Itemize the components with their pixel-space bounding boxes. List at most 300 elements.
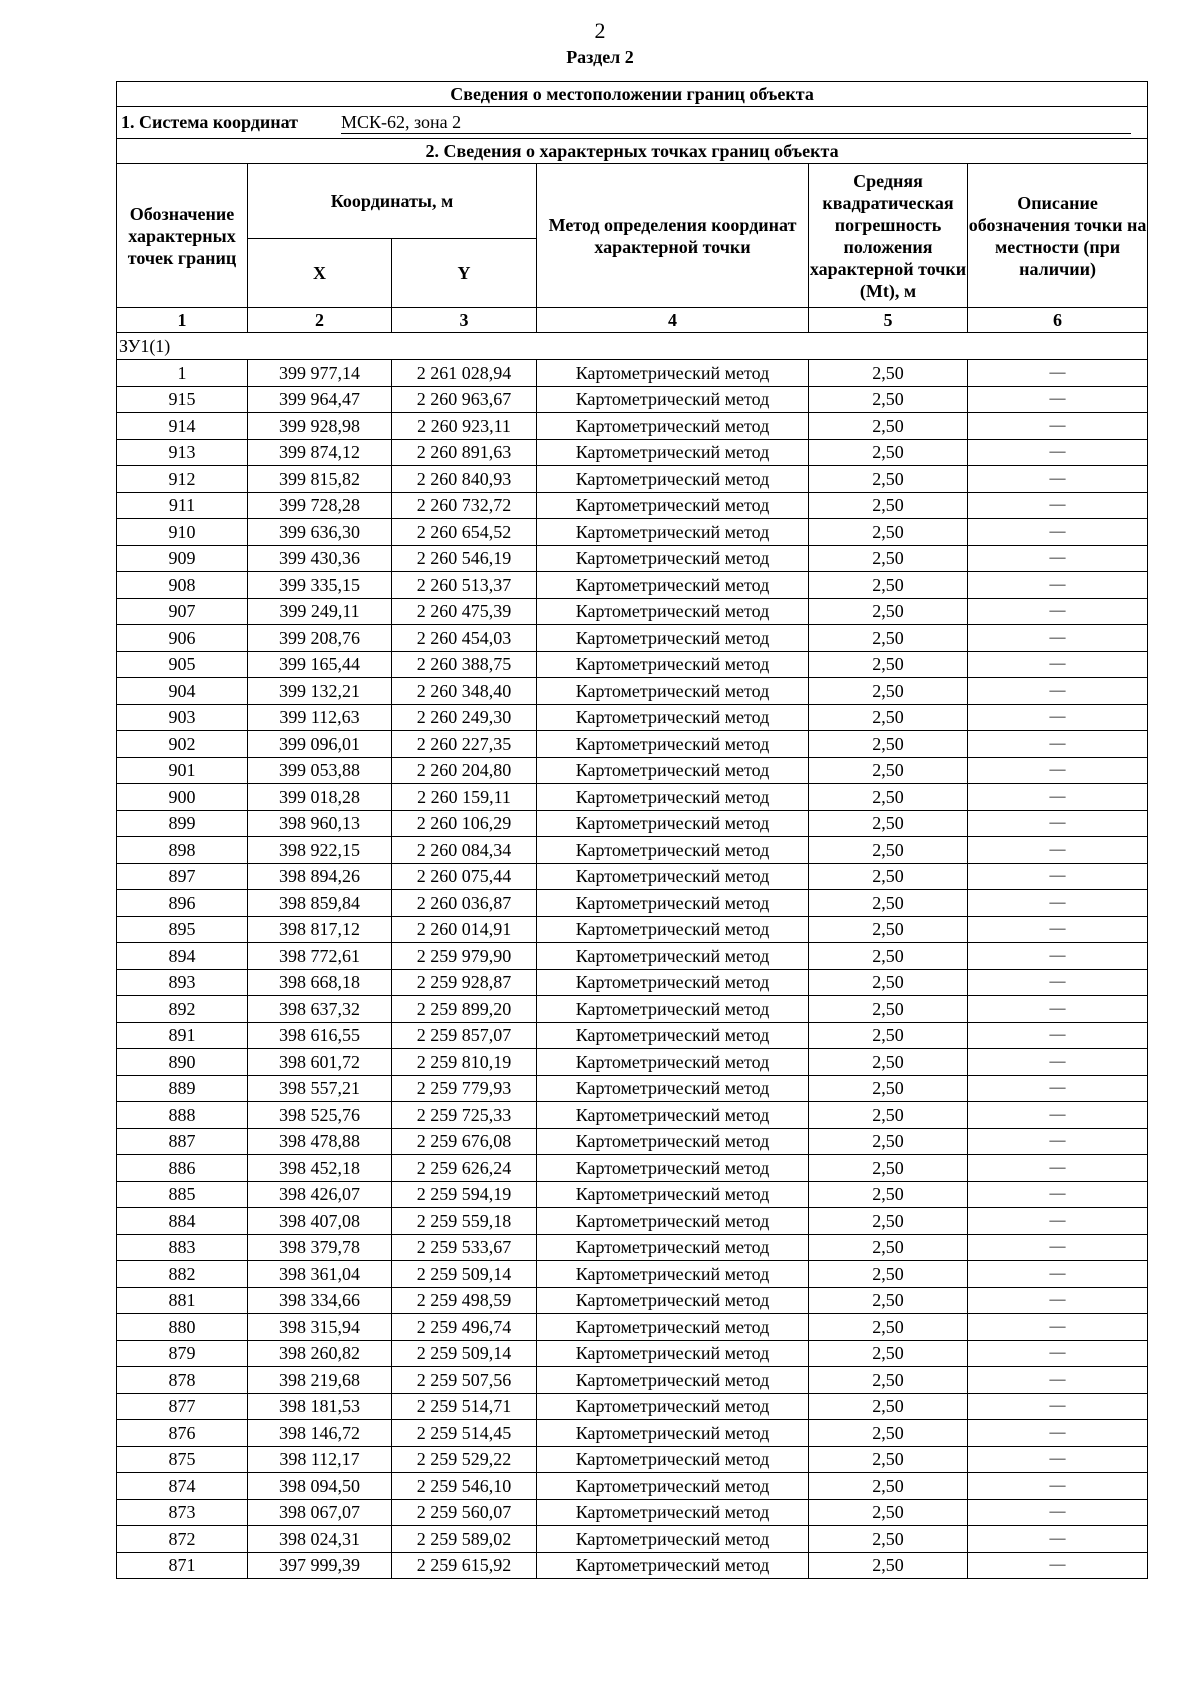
table-row <box>117 1102 1148 1129</box>
cell-x: 399 874,12 <box>248 439 392 466</box>
cell-method: Картометрический метод <box>537 386 809 413</box>
cell-method: Картометрический метод <box>537 1473 809 1500</box>
cell-error: 2,50 <box>809 784 968 811</box>
cell-y: 2 259 589,02 <box>392 1526 537 1553</box>
cell-error: 2,50 <box>809 837 968 864</box>
cell-description: — <box>968 784 1148 811</box>
cell-method: Картометрический метод <box>537 360 809 387</box>
cell-x: 398 094,50 <box>248 1473 392 1500</box>
cell-x: 398 772,61 <box>248 943 392 970</box>
cell-point: 912 <box>117 466 248 493</box>
cell-error: 2,50 <box>809 492 968 519</box>
cell-y: 2 260 963,67 <box>392 386 537 413</box>
cell-description: — <box>968 1393 1148 1420</box>
table-row <box>117 625 1148 652</box>
cell-description: — <box>968 1102 1148 1129</box>
cell-y: 2 260 840,93 <box>392 466 537 493</box>
cell-x: 399 112,63 <box>248 704 392 731</box>
cell-description: — <box>968 572 1148 599</box>
cell-error: 2,50 <box>809 1473 968 1500</box>
cell-point: 915 <box>117 386 248 413</box>
cell-description: — <box>968 1420 1148 1447</box>
cell-description: — <box>968 863 1148 890</box>
cell-y: 2 260 923,11 <box>392 413 537 440</box>
header-point: Обозначение характерных точек границ <box>117 164 248 308</box>
cell-error: 2,50 <box>809 1128 968 1155</box>
cell-y: 2 259 498,59 <box>392 1287 537 1314</box>
cell-point: 872 <box>117 1526 248 1553</box>
cell-method: Картометрический метод <box>537 1181 809 1208</box>
cell-point: 882 <box>117 1261 248 1288</box>
cell-error: 2,50 <box>809 1446 968 1473</box>
table-row <box>117 837 1148 864</box>
cell-error: 2,50 <box>809 1181 968 1208</box>
cell-error: 2,50 <box>809 916 968 943</box>
coordinate-system-value: МСК-62, зона 2 <box>341 111 1131 134</box>
cell-y: 2 259 529,22 <box>392 1446 537 1473</box>
cell-description: — <box>968 1552 1148 1579</box>
cell-method: Картометрический метод <box>537 466 809 493</box>
cell-x: 399 249,11 <box>248 598 392 625</box>
cell-method: Картометрический метод <box>537 598 809 625</box>
table-row <box>117 1287 1148 1314</box>
cell-error: 2,50 <box>809 1075 968 1102</box>
cell-y: 2 260 546,19 <box>392 545 537 572</box>
cell-point: 910 <box>117 519 248 546</box>
cell-method: Картометрический метод <box>537 863 809 890</box>
cell-error: 2,50 <box>809 1420 968 1447</box>
cell-description: — <box>968 386 1148 413</box>
cell-y: 2 260 513,37 <box>392 572 537 599</box>
cell-y: 2 261 028,94 <box>392 360 537 387</box>
cell-x: 398 817,12 <box>248 916 392 943</box>
cell-y: 2 260 106,29 <box>392 810 537 837</box>
cell-method: Картометрический метод <box>537 1287 809 1314</box>
table-row <box>117 1049 1148 1076</box>
table-row <box>117 1420 1148 1447</box>
table-row <box>117 466 1148 493</box>
cell-method: Картометрический метод <box>537 916 809 943</box>
cell-x: 398 557,21 <box>248 1075 392 1102</box>
cell-y: 2 259 979,90 <box>392 943 537 970</box>
cell-point: 875 <box>117 1446 248 1473</box>
cell-x: 397 999,39 <box>248 1552 392 1579</box>
table-row <box>117 943 1148 970</box>
cell-method: Картометрический метод <box>537 1128 809 1155</box>
table-row <box>117 1022 1148 1049</box>
cell-x: 399 132,21 <box>248 678 392 705</box>
cell-x: 399 964,47 <box>248 386 392 413</box>
cell-x: 398 637,32 <box>248 996 392 1023</box>
cell-y: 2 259 559,18 <box>392 1208 537 1235</box>
points-title: 2. Сведения о характерных точках границ объекта <box>117 139 1148 164</box>
cell-x: 398 859,84 <box>248 890 392 917</box>
table-row <box>117 969 1148 996</box>
table-row <box>117 1473 1148 1500</box>
table-row <box>117 1075 1148 1102</box>
cell-description: — <box>968 1287 1148 1314</box>
cell-description: — <box>968 1526 1148 1553</box>
cell-x: 399 165,44 <box>248 651 392 678</box>
table-row <box>117 1155 1148 1182</box>
table-row <box>117 1446 1148 1473</box>
column-number: 2 <box>248 308 392 333</box>
cell-y: 2 260 891,63 <box>392 439 537 466</box>
cell-point: 884 <box>117 1208 248 1235</box>
cell-description: — <box>968 1261 1148 1288</box>
cell-method: Картометрический метод <box>537 1234 809 1261</box>
table-row <box>117 916 1148 943</box>
cell-point: 883 <box>117 1234 248 1261</box>
cell-description: — <box>968 492 1148 519</box>
cell-description: — <box>968 413 1148 440</box>
cell-description: — <box>968 731 1148 758</box>
cell-error: 2,50 <box>809 943 968 970</box>
cell-point: 873 <box>117 1499 248 1526</box>
cell-point: 903 <box>117 704 248 731</box>
cell-y: 2 259 676,08 <box>392 1128 537 1155</box>
cell-y: 2 259 626,24 <box>392 1155 537 1182</box>
cell-x: 398 525,76 <box>248 1102 392 1129</box>
cell-method: Картометрический метод <box>537 678 809 705</box>
cell-x: 399 977,14 <box>248 360 392 387</box>
cell-error: 2,50 <box>809 1208 968 1235</box>
cell-x: 398 315,94 <box>248 1314 392 1341</box>
cell-y: 2 259 779,93 <box>392 1075 537 1102</box>
cell-point: 902 <box>117 731 248 758</box>
coordinate-system-label: 1. Система координат <box>121 112 298 132</box>
cell-method: Картометрический метод <box>537 1340 809 1367</box>
cell-y: 2 259 857,07 <box>392 1022 537 1049</box>
cell-point: 913 <box>117 439 248 466</box>
table-row <box>117 704 1148 731</box>
cell-error: 2,50 <box>809 625 968 652</box>
cell-y: 2 260 454,03 <box>392 625 537 652</box>
cell-method: Картометрический метод <box>537 1075 809 1102</box>
cell-description: — <box>968 1314 1148 1341</box>
cell-point: 904 <box>117 678 248 705</box>
cell-description: — <box>968 1075 1148 1102</box>
cell-method: Картометрический метод <box>537 413 809 440</box>
cell-x: 398 112,17 <box>248 1446 392 1473</box>
cell-description: — <box>968 1128 1148 1155</box>
table-row <box>117 519 1148 546</box>
cell-error: 2,50 <box>809 1234 968 1261</box>
cell-description: — <box>968 1049 1148 1076</box>
table-row <box>117 810 1148 837</box>
cell-error: 2,50 <box>809 996 968 1023</box>
cell-error: 2,50 <box>809 386 968 413</box>
cell-method: Картометрический метод <box>537 651 809 678</box>
cell-point: 886 <box>117 1155 248 1182</box>
cell-method: Картометрический метод <box>537 1420 809 1447</box>
cell-method: Картометрический метод <box>537 1022 809 1049</box>
cell-description: — <box>968 1181 1148 1208</box>
cell-y: 2 260 227,35 <box>392 731 537 758</box>
cell-error: 2,50 <box>809 519 968 546</box>
cell-error: 2,50 <box>809 810 968 837</box>
cell-point: 877 <box>117 1393 248 1420</box>
cell-point: 881 <box>117 1287 248 1314</box>
coordinate-system-row <box>117 107 1148 139</box>
cell-y: 2 260 159,11 <box>392 784 537 811</box>
cell-point: 899 <box>117 810 248 837</box>
cell-point: 906 <box>117 625 248 652</box>
cell-x: 399 430,36 <box>248 545 392 572</box>
cell-y: 2 259 810,19 <box>392 1049 537 1076</box>
cell-x: 398 219,68 <box>248 1367 392 1394</box>
cell-method: Картометрический метод <box>537 545 809 572</box>
cell-x: 399 053,88 <box>248 757 392 784</box>
cell-x: 398 601,72 <box>248 1049 392 1076</box>
cell-x: 398 181,53 <box>248 1393 392 1420</box>
table-row <box>117 1552 1148 1579</box>
cell-method: Картометрический метод <box>537 704 809 731</box>
table-row <box>117 1128 1148 1155</box>
cell-y: 2 260 475,39 <box>392 598 537 625</box>
table-row <box>117 1367 1148 1394</box>
table-row <box>117 572 1148 599</box>
table-row <box>117 386 1148 413</box>
cell-description: — <box>968 837 1148 864</box>
cell-y: 2 259 514,45 <box>392 1420 537 1447</box>
cell-error: 2,50 <box>809 678 968 705</box>
cell-error: 2,50 <box>809 1049 968 1076</box>
cell-point: 895 <box>117 916 248 943</box>
cell-x: 399 815,82 <box>248 466 392 493</box>
cell-point: 908 <box>117 572 248 599</box>
cell-y: 2 259 507,56 <box>392 1367 537 1394</box>
section-title: Раздел 2 <box>566 47 634 67</box>
cell-error: 2,50 <box>809 466 968 493</box>
cell-y: 2 260 204,80 <box>392 757 537 784</box>
column-number: 1 <box>117 308 248 333</box>
cell-error: 2,50 <box>809 1102 968 1129</box>
cell-x: 398 361,04 <box>248 1261 392 1288</box>
cell-error: 2,50 <box>809 863 968 890</box>
cell-description: — <box>968 890 1148 917</box>
cell-point: 890 <box>117 1049 248 1076</box>
cell-y: 2 259 546,10 <box>392 1473 537 1500</box>
header-error: Средняя квадратическая погрешность положения характерной точки (Mt), м <box>809 164 968 308</box>
header-coords: Координаты, м <box>248 164 537 239</box>
cell-x: 398 067,07 <box>248 1499 392 1526</box>
cell-point: 893 <box>117 969 248 996</box>
cell-point: 896 <box>117 890 248 917</box>
cell-method: Картометрический метод <box>537 1314 809 1341</box>
table-row <box>117 598 1148 625</box>
table-row <box>117 678 1148 705</box>
cell-point: 891 <box>117 1022 248 1049</box>
cell-point: 888 <box>117 1102 248 1129</box>
cell-description: — <box>968 1473 1148 1500</box>
cell-point: 879 <box>117 1340 248 1367</box>
cell-y: 2 259 615,92 <box>392 1552 537 1579</box>
cell-description: — <box>968 360 1148 387</box>
cell-error: 2,50 <box>809 1314 968 1341</box>
table-row <box>117 1499 1148 1526</box>
cell-method: Картометрический метод <box>537 1552 809 1579</box>
cell-y: 2 260 348,40 <box>392 678 537 705</box>
cell-description: — <box>968 1022 1148 1049</box>
column-number: 3 <box>392 308 537 333</box>
cell-error: 2,50 <box>809 1340 968 1367</box>
cell-point: 901 <box>117 757 248 784</box>
cell-x: 399 728,28 <box>248 492 392 519</box>
cell-error: 2,50 <box>809 439 968 466</box>
cell-description: — <box>968 651 1148 678</box>
cell-description: — <box>968 1340 1148 1367</box>
cell-description: — <box>968 1155 1148 1182</box>
column-number: 6 <box>968 308 1148 333</box>
cell-description: — <box>968 810 1148 837</box>
cell-y: 2 259 560,07 <box>392 1499 537 1526</box>
cell-y: 2 259 509,14 <box>392 1261 537 1288</box>
table-row <box>117 1234 1148 1261</box>
cell-error: 2,50 <box>809 704 968 731</box>
page-number: 2 <box>594 18 606 43</box>
cell-description: — <box>968 519 1148 546</box>
table-row <box>117 1314 1148 1341</box>
cell-x: 398 260,82 <box>248 1340 392 1367</box>
cell-x: 399 335,15 <box>248 572 392 599</box>
table-row <box>117 1526 1148 1553</box>
cell-point: 909 <box>117 545 248 572</box>
table-row <box>117 1208 1148 1235</box>
cell-point: 897 <box>117 863 248 890</box>
cell-description: — <box>968 757 1148 784</box>
cell-description: — <box>968 545 1148 572</box>
table-title: Сведения о местоположении границ объекта <box>117 82 1148 107</box>
cell-point: 871 <box>117 1552 248 1579</box>
cell-error: 2,50 <box>809 651 968 678</box>
cell-point: 914 <box>117 413 248 440</box>
cell-point: 880 <box>117 1314 248 1341</box>
cell-y: 2 259 725,33 <box>392 1102 537 1129</box>
table-row <box>117 360 1148 387</box>
header-y: Y <box>392 239 537 308</box>
cell-x: 398 146,72 <box>248 1420 392 1447</box>
cell-point: 905 <box>117 651 248 678</box>
cell-y: 2 260 732,72 <box>392 492 537 519</box>
cell-y: 2 259 533,67 <box>392 1234 537 1261</box>
cell-x: 399 208,76 <box>248 625 392 652</box>
cell-y: 2 259 509,14 <box>392 1340 537 1367</box>
cell-description: — <box>968 969 1148 996</box>
table-row <box>117 784 1148 811</box>
cell-y: 2 260 014,91 <box>392 916 537 943</box>
cell-error: 2,50 <box>809 731 968 758</box>
cell-x: 398 478,88 <box>248 1128 392 1155</box>
cell-error: 2,50 <box>809 1552 968 1579</box>
cell-error: 2,50 <box>809 1367 968 1394</box>
cell-x: 398 960,13 <box>248 810 392 837</box>
table-row <box>117 757 1148 784</box>
cell-method: Картометрический метод <box>537 1155 809 1182</box>
cell-error: 2,50 <box>809 969 968 996</box>
cell-point: 892 <box>117 996 248 1023</box>
cell-error: 2,50 <box>809 1261 968 1288</box>
table-row <box>117 413 1148 440</box>
cell-method: Картометрический метод <box>537 492 809 519</box>
cell-method: Картометрический метод <box>537 572 809 599</box>
cell-y: 2 260 654,52 <box>392 519 537 546</box>
cell-x: 398 668,18 <box>248 969 392 996</box>
cell-method: Картометрический метод <box>537 837 809 864</box>
table-row <box>117 863 1148 890</box>
cell-description: — <box>968 466 1148 493</box>
cell-method: Картометрический метод <box>537 731 809 758</box>
cell-description: — <box>968 1234 1148 1261</box>
table-body <box>117 360 1148 1579</box>
table-row <box>117 545 1148 572</box>
cell-method: Картометрический метод <box>537 1367 809 1394</box>
cell-point: 900 <box>117 784 248 811</box>
cell-method: Картометрический метод <box>537 810 809 837</box>
cell-x: 398 894,26 <box>248 863 392 890</box>
cell-method: Картометрический метод <box>537 969 809 996</box>
cell-method: Картометрический метод <box>537 1526 809 1553</box>
cell-description: — <box>968 625 1148 652</box>
cell-description: — <box>968 1367 1148 1394</box>
table-row <box>117 492 1148 519</box>
cell-point: 874 <box>117 1473 248 1500</box>
header-description: Описание обозначения точки на местности (при наличии) <box>968 164 1148 308</box>
cell-error: 2,50 <box>809 413 968 440</box>
cell-point: 911 <box>117 492 248 519</box>
cell-method: Картометрический метод <box>537 943 809 970</box>
column-number: 5 <box>809 308 968 333</box>
cell-x: 399 096,01 <box>248 731 392 758</box>
cell-x: 398 616,55 <box>248 1022 392 1049</box>
cell-x: 398 452,18 <box>248 1155 392 1182</box>
cell-method: Картометрический метод <box>537 1499 809 1526</box>
cell-x: 399 018,28 <box>248 784 392 811</box>
cell-point: 1 <box>117 360 248 387</box>
cell-x: 398 922,15 <box>248 837 392 864</box>
boundary-points-table <box>116 81 1148 1579</box>
cell-x: 398 334,66 <box>248 1287 392 1314</box>
table-row <box>117 1340 1148 1367</box>
cell-method: Картометрический метод <box>537 1446 809 1473</box>
cell-method: Картометрический метод <box>537 519 809 546</box>
cell-error: 2,50 <box>809 890 968 917</box>
cell-error: 2,50 <box>809 1526 968 1553</box>
cell-method: Картометрический метод <box>537 784 809 811</box>
cell-x: 398 379,78 <box>248 1234 392 1261</box>
cell-method: Картометрический метод <box>537 1208 809 1235</box>
cell-method: Картометрический метод <box>537 996 809 1023</box>
cell-y: 2 260 388,75 <box>392 651 537 678</box>
cell-error: 2,50 <box>809 598 968 625</box>
cell-error: 2,50 <box>809 572 968 599</box>
cell-description: — <box>968 1499 1148 1526</box>
cell-method: Картометрический метод <box>537 890 809 917</box>
table-row <box>117 1261 1148 1288</box>
cell-description: — <box>968 943 1148 970</box>
cell-description: — <box>968 678 1148 705</box>
table-row <box>117 439 1148 466</box>
cell-y: 2 260 084,34 <box>392 837 537 864</box>
cell-x: 398 407,08 <box>248 1208 392 1235</box>
cell-y: 2 259 928,87 <box>392 969 537 996</box>
cell-description: — <box>968 1446 1148 1473</box>
table-row <box>117 1181 1148 1208</box>
column-number: 4 <box>537 308 809 333</box>
cell-y: 2 259 899,20 <box>392 996 537 1023</box>
cell-x: 398 426,07 <box>248 1181 392 1208</box>
cell-x: 399 636,30 <box>248 519 392 546</box>
